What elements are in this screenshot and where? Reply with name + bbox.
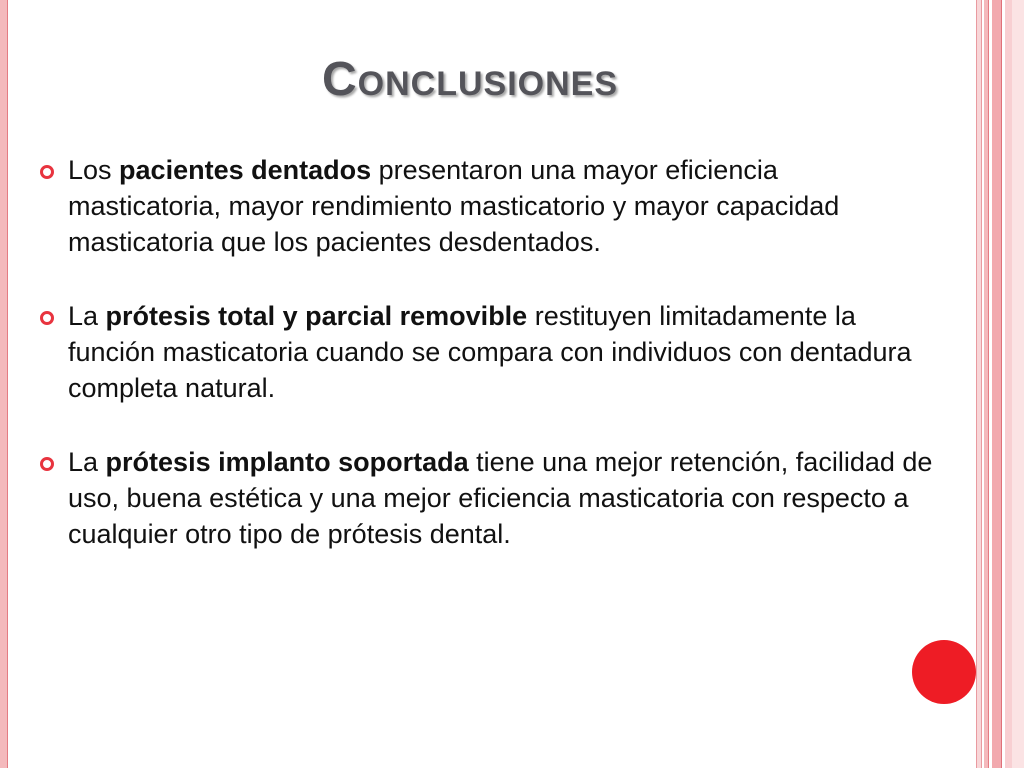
left-border-stripe bbox=[0, 0, 7, 768]
bullet-text-rest: tiene una mejor retención, facilidad de uso, buena estética y una mejor eficiencia masticatoria con respecto a cualquier otro tipo de prótesis dental. bbox=[68, 447, 933, 549]
right-stripe bbox=[988, 0, 989, 768]
bullet-item bbox=[38, 152, 938, 260]
red-circle-icon bbox=[912, 640, 976, 704]
ring-bullet-icon bbox=[40, 165, 54, 179]
bullet-text-rest: restituyen limitadamente la función masticatoria cuando se compara con individuos con dentadura completa natural. bbox=[68, 301, 912, 403]
slide-title: Conclusiones bbox=[321, 53, 619, 106]
ring-bullet-icon bbox=[40, 311, 54, 325]
bullet-text-lead: La bbox=[68, 301, 106, 331]
bullet-text-lead: La bbox=[68, 447, 106, 477]
right-stripe bbox=[981, 0, 982, 768]
bullet-text-lead: Los bbox=[68, 155, 120, 185]
bullet-text-rest: presentaron una mayor eficiencia masticatoria, mayor rendimiento masticatorio y mayor capacidad masticatoria que los pacientes desdentados. bbox=[68, 155, 840, 257]
bullet-text bbox=[68, 447, 932, 549]
right-stripe bbox=[992, 0, 1001, 768]
bullet-list bbox=[38, 152, 938, 552]
bullet-text-bold: pacientes dentados bbox=[119, 155, 372, 185]
right-stripe bbox=[1012, 0, 1024, 768]
left-border-line bbox=[7, 0, 8, 768]
bullet-text bbox=[68, 301, 912, 403]
bullet-text-bold: prótesis implanto soportada bbox=[105, 447, 469, 477]
right-stripe bbox=[1001, 0, 1002, 768]
bullet-text bbox=[68, 155, 839, 257]
bullet-item bbox=[38, 444, 938, 552]
bullet-item bbox=[38, 298, 938, 406]
right-decorative-stripes bbox=[976, 0, 1024, 768]
right-stripe bbox=[1005, 0, 1012, 768]
bullet-text-bold: prótesis total y parcial removible bbox=[105, 301, 528, 331]
ring-bullet-icon bbox=[40, 457, 54, 471]
